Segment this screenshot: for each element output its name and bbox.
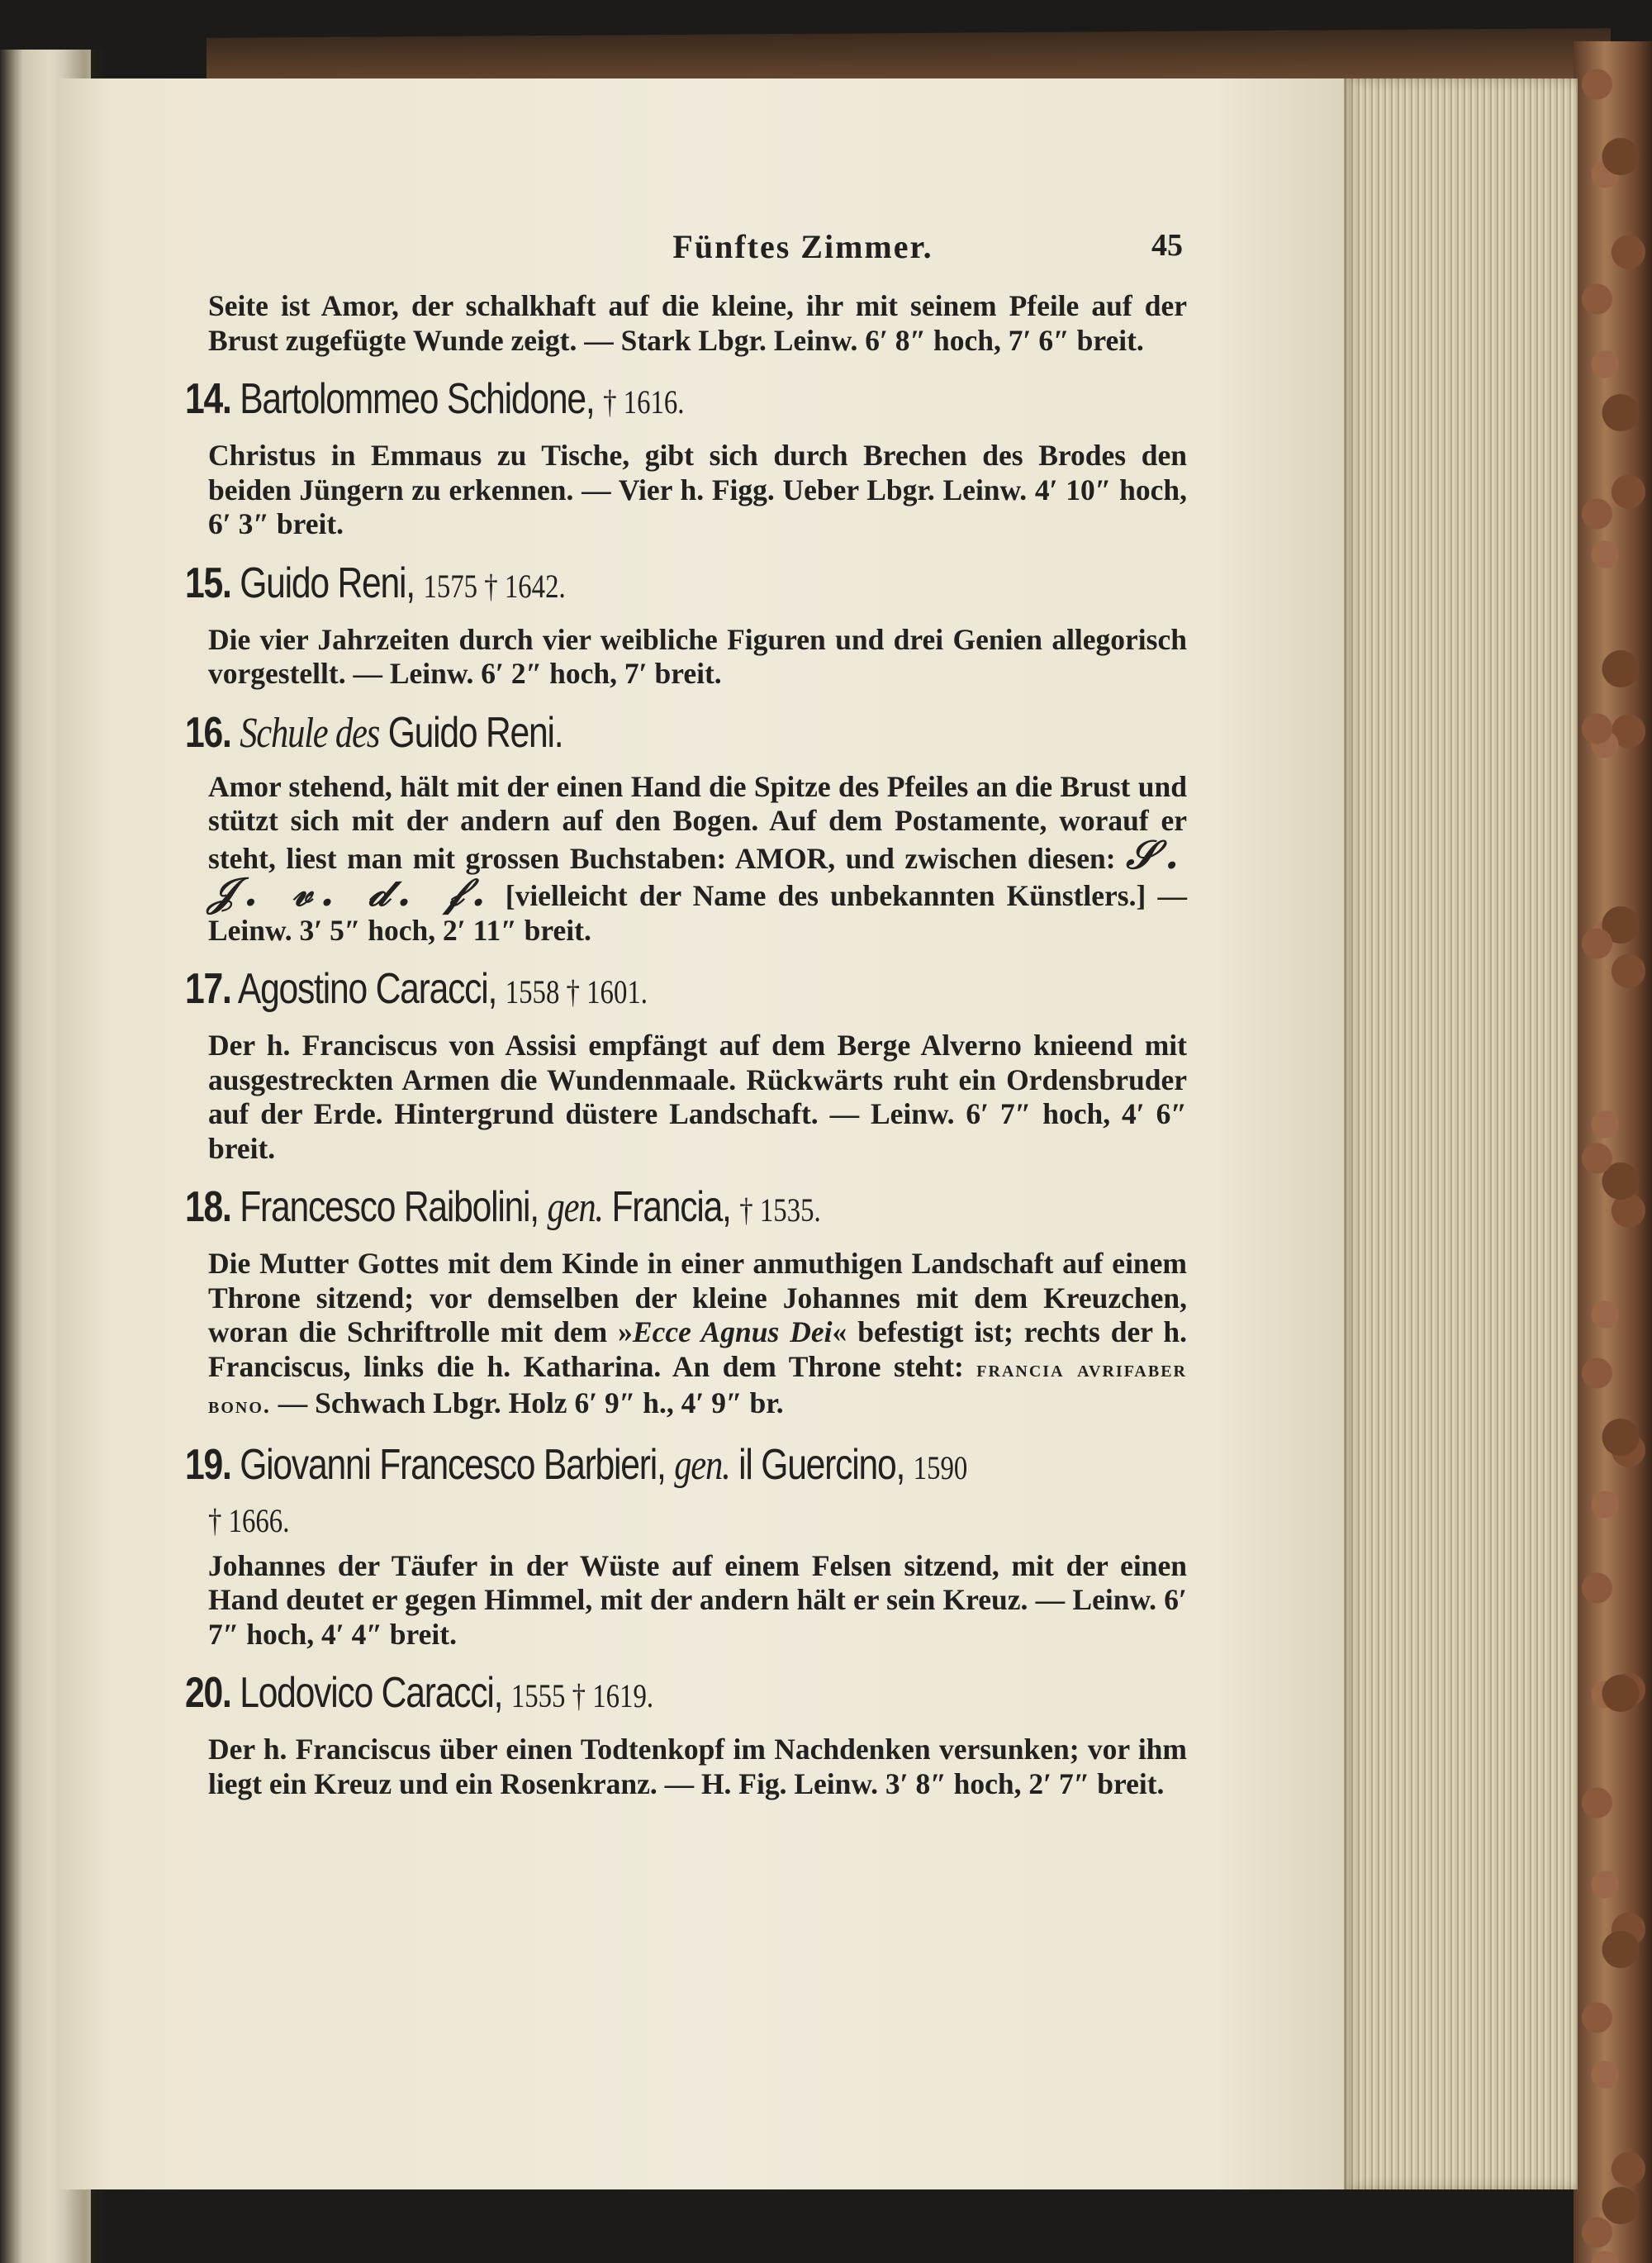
entry-heading <box>185 1182 1007 1235</box>
artist-name: Giovanni Francesco Barbieri, <box>240 1440 666 1489</box>
intro-paragraph: Seite ist Amor, der schalkhaft auf die kleine, ihr mit seinem Pfeile auf der Brust zugefügte Wunde zeigt. — Stark Lbgr. Leinw. 6′ 8″ hoch, 7′ 6″ breit. <box>208 289 1187 357</box>
artist-dates: 1575 † 1642. <box>423 567 566 605</box>
catalog-entry-16 <box>185 708 1188 948</box>
entry-description-part: Amor stehend, hält mit der einen Hand die Spitze des Pfeiles an die Brust und stützt sich mit der andern auf den Bogen. Auf dem Postamente, worauf er steht, liest man mit grossen Buchstaben: AMOR, und zwischen diesen: <box>208 769 1187 875</box>
artist-dates: † 1616. <box>603 383 685 421</box>
entry-number: 18. <box>185 1183 231 1231</box>
entry-description: Johannes der Täufer in der Wüste auf einem Felsen sitzend, mit der einen Hand deutet er gegen Himmel, mit der andern hält er sein Kreuz. — Leinw. 6′ 7″ hoch, 4′ 4″ breit. <box>208 1548 1187 1651</box>
entry-heading <box>185 1440 1007 1493</box>
book-page <box>59 78 1344 2189</box>
catalog-entry-20 <box>185 1668 1187 1801</box>
artist-name: Lodovico Caracci, <box>240 1669 503 1717</box>
page-body <box>185 289 1188 1801</box>
entry-number: 15. <box>185 559 231 607</box>
entry-description: Der h. Franciscus über einen Todtenkopf im Nachdenken versunken; vor ihm liegt ein Kreuz und ein Rosenkranz. — H. Fig. Leinw. 3′ 8″ hoch, 2′ 7″ breit. <box>208 1733 1187 1800</box>
entry-description-part: Die Mutter Gottes mit dem Kinde in einer anmuthigen Landschaft auf einem Throne sitzend; vor demselben der kleine Johannes mit dem Kreuzchen, woran die Schriftrolle mit dem » <box>208 1247 1187 1348</box>
artist-dates: † 1535. <box>739 1191 821 1229</box>
catalog-entry-19 <box>185 1440 1187 1652</box>
entry-number: 16. <box>185 708 231 757</box>
entry-description: Christus in Emmaus zu Tische, gibt sich durch Brechen des Brodes den beiden Jüngern zu erkennen. — Vier h. Figg. Ueber Lbgr. Leinw. 4′ 10″ hoch, 6′ 3″ breit. <box>208 439 1187 540</box>
artist-dates: 1558 † 1601. <box>505 973 648 1010</box>
artist-name: Francesco Raibolini, <box>240 1183 539 1231</box>
entry-heading <box>185 1668 1007 1721</box>
running-head: Fünftes Zimmer. <box>672 228 933 265</box>
entry-heading-continued <box>208 1493 1011 1546</box>
page-number: 45 <box>1151 228 1183 263</box>
entry-description-part: « befestigt ist; rechts der h. Franciscus, links die h. Katharina. An dem Throne steht: <box>208 1315 1187 1383</box>
inscription-letters: 𝒮. 𝒥. 𝓋. 𝒹. 𝒻. <box>208 831 1187 915</box>
artist-dates: 1555 † 1619. <box>510 1677 654 1714</box>
artist-name: Guido Reni, <box>240 559 415 607</box>
entry-description <box>208 1247 1187 1424</box>
artist-name: Guido Reni. <box>387 708 563 757</box>
entry-description-part: [vielleicht der Name des unbekannten Künstlers.] — Leinw. 3′ 5″ hoch, 2′ 11″ breit. <box>208 879 1188 947</box>
page-block-edges <box>1342 78 1578 2189</box>
throne-inscription: francia avrifaber bono. <box>208 1356 1187 1419</box>
artist-name: Agostino Caracci, <box>237 965 497 1013</box>
entry-heading <box>185 559 1007 611</box>
artist-school: Schule des <box>240 709 380 757</box>
entry-heading <box>185 964 1007 1017</box>
artist-alias: il Guercino, <box>738 1440 905 1489</box>
artist-alias-marker: gen. <box>547 1184 603 1231</box>
catalog-entry-18 <box>185 1182 1187 1424</box>
artist-alias-marker: gen. <box>674 1441 730 1489</box>
page-header <box>464 227 1183 277</box>
artist-alias: Francia, <box>611 1183 731 1231</box>
book-cover-marbled <box>1574 41 1652 2263</box>
entry-number: 17. <box>185 965 231 1013</box>
entry-heading <box>185 374 1007 427</box>
catalog-entry-17 <box>185 964 1187 1166</box>
catalog-entry-14 <box>185 374 1187 542</box>
entry-heading <box>185 708 1007 758</box>
entry-number: 19. <box>185 1440 231 1489</box>
artist-death-date: † 1666. <box>208 1501 290 1539</box>
entry-number: 20. <box>185 1669 231 1717</box>
artist-name: Bartolommeo Schidone, <box>240 375 595 423</box>
entry-description: Die vier Jahrzeiten durch vier weibliche Figuren und drei Genien allegorisch vorgestellt. — Leinw. 6′ 2″ hoch, 7′ breit. <box>208 622 1187 690</box>
entry-number: 14. <box>185 375 231 423</box>
catalog-entry-15 <box>185 559 1187 692</box>
artist-dates: 1590 <box>913 1448 968 1486</box>
latin-phrase: Ecce Agnus Dei <box>632 1315 833 1348</box>
entry-description <box>208 770 1187 948</box>
entry-description: Der h. Franciscus von Assisi empfängt auf dem Berge Alverno knieend mit ausgestreckten Armen die Wundenmaale. Rückwärts ruht ein Ordensbruder auf der Erde. Hintergrund düstere Landschaft. — Leinw. 6′ 7″ hoch, 4′ 6″ breit. <box>208 1029 1187 1165</box>
entry-description-part: — Schwach Lbgr. Holz 6′ 9″ h., 4′ 9″ br. <box>278 1386 784 1419</box>
